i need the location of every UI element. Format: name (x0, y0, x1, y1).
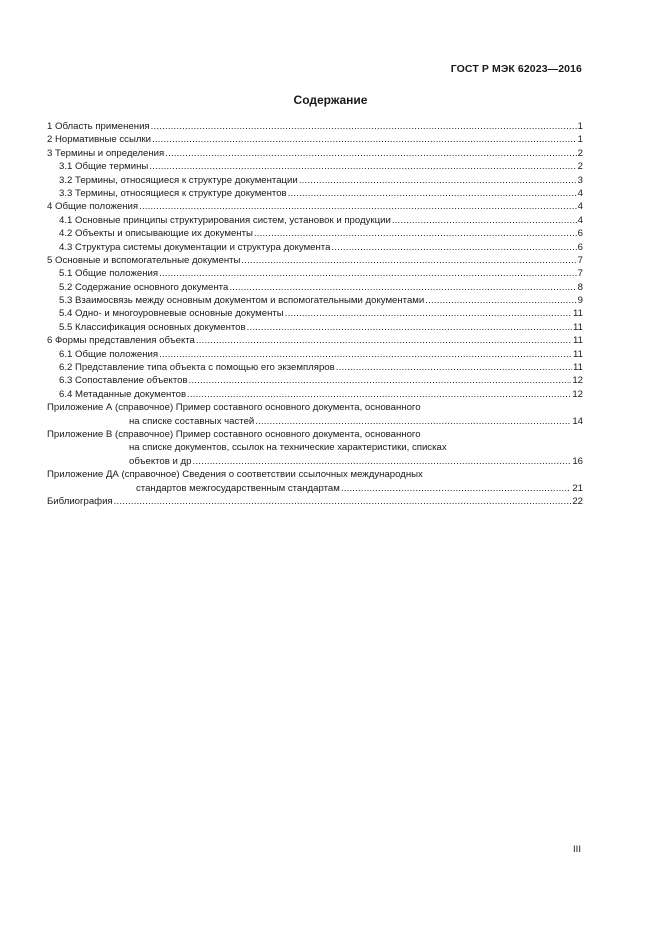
toc-entry-page: 8 (577, 281, 583, 293)
appendix-a-line2: на списке составных частей (129, 415, 255, 427)
dot-leader (159, 348, 572, 361)
toc-subentry[interactable] (47, 241, 583, 254)
dot-leader (254, 227, 577, 240)
toc-entry-title: 3.3 Термины, относящиеся к структуре документов (59, 187, 287, 199)
toc-subentry[interactable] (47, 160, 583, 173)
toc-entry-page: 11 (573, 348, 583, 360)
toc-subentry[interactable] (47, 388, 583, 401)
toc-entry-title: 5.5 Классификация основных документов (59, 321, 246, 333)
toc-entry-page: 4 (577, 201, 583, 213)
toc-entry-title: 5.3 Взаимосвязь между основным документом и вспомогательными документами (59, 295, 425, 307)
table-of-contents (47, 120, 583, 508)
page-number: III (573, 844, 581, 855)
dot-leader (425, 294, 576, 307)
dot-leader (299, 174, 577, 187)
toc-entry-page: 9 (577, 295, 583, 307)
toc-appendix-da[interactable] (47, 468, 583, 495)
toc-entry-page: 21 (572, 482, 583, 494)
toc-subentry[interactable] (47, 267, 583, 280)
toc-entry-page: 14 (572, 415, 583, 427)
toc-entry-page: 11 (573, 308, 583, 320)
appendix-b-line2: на списке документов, ссылок на технические характеристики, списках (129, 442, 447, 454)
dot-leader (152, 133, 577, 146)
toc-subentry[interactable] (47, 361, 583, 374)
dot-leader (288, 187, 577, 200)
toc-subentry[interactable] (47, 321, 583, 334)
appendix-da-line2: стандартов межгосударственным стандартам (136, 482, 340, 494)
toc-entry-page: 22 (572, 495, 583, 507)
toc-entry-title: 5.2 Содержание основного документа (59, 281, 229, 293)
toc-subentry[interactable] (47, 214, 583, 227)
toc-entry-title: 6.2 Представление типа объекта с помощью его экземпляров (59, 362, 335, 374)
toc-entry[interactable] (47, 254, 583, 267)
dot-leader (247, 321, 572, 334)
toc-subentry[interactable] (47, 187, 583, 200)
appendix-b-line3: объектов и др (129, 455, 192, 467)
appendix-da-line1: Приложение ДА (справочное) Сведения о соответствии ссылочных международных (47, 469, 423, 481)
dot-leader (139, 200, 577, 213)
dot-leader (196, 334, 572, 347)
toc-entry-page: 3 (577, 174, 583, 186)
toc-entry-title: 4 Общие положения (47, 201, 139, 213)
toc-entry-page: 2 (577, 147, 583, 159)
toc-title: Содержание (293, 93, 368, 107)
toc-entry-title: 5.4 Одно- и многоуровневые основные документы (59, 308, 284, 320)
toc-subentry[interactable] (47, 281, 583, 294)
toc-entry-page: 11 (573, 335, 583, 347)
dot-leader (193, 455, 572, 468)
toc-entry-title: 4.3 Структура системы документации и структура документа (59, 241, 331, 253)
toc-entry-page: 11 (573, 362, 583, 374)
toc-entry-title: 5.1 Общие положения (59, 268, 159, 280)
toc-entry-page: 7 (577, 254, 583, 266)
dot-leader (149, 160, 576, 173)
toc-subentry[interactable] (47, 294, 583, 307)
toc-entry-title: 6 Формы представления объекта (47, 335, 195, 347)
toc-entry-title: 3.1 Общие термины (59, 161, 149, 173)
toc-entry-page: 6 (577, 241, 583, 253)
toc-appendix-a[interactable] (47, 401, 583, 428)
toc-entry-page: 1 (577, 134, 583, 146)
dot-leader (229, 281, 576, 294)
toc-entry[interactable] (47, 120, 583, 133)
toc-entry-page: 16 (572, 455, 583, 467)
toc-entry-title: 2 Нормативные ссылки (47, 134, 152, 146)
dot-leader (285, 307, 572, 320)
appendix-a-line1: Приложение А (справочное) Пример составного основного документа, основанного (47, 402, 421, 414)
toc-entry[interactable] (47, 200, 583, 213)
dot-leader (255, 415, 571, 428)
toc-entry-title: 5 Основные и вспомогательные документы (47, 254, 241, 266)
toc-entry-title: 6.3 Сопоставление объектов (59, 375, 188, 387)
toc-entry-title: 4.1 Основные принципы структурирования систем, установок и продукции (59, 214, 391, 226)
dot-leader (165, 147, 576, 160)
toc-subentry[interactable] (47, 307, 583, 320)
toc-subentry[interactable] (47, 374, 583, 387)
toc-subentry[interactable] (47, 174, 583, 187)
toc-entry-page: 12 (572, 388, 583, 400)
dot-leader (331, 241, 576, 254)
toc-entry[interactable] (47, 133, 583, 146)
toc-entry-title: 6.4 Метаданные документов (59, 388, 187, 400)
dot-leader (187, 388, 571, 401)
toc-entry-page: 4 (577, 214, 583, 226)
toc-subentry[interactable] (47, 348, 583, 361)
toc-entry-title: 1 Область применения (47, 121, 150, 132)
toc-entry-page: 4 (577, 187, 583, 199)
dot-leader (189, 374, 572, 387)
toc-entry-page: 12 (572, 375, 583, 387)
toc-entry[interactable] (47, 147, 583, 160)
toc-entry-page: 1 (577, 121, 583, 132)
toc-entry-title: 3 Термины и определения (47, 147, 165, 159)
toc-entry-title: 6.1 Общие положения (59, 348, 159, 360)
dot-leader (241, 254, 576, 267)
toc-entry-title: 3.2 Термины, относящиеся к структуре документации (59, 174, 298, 186)
toc-entry[interactable] (47, 334, 583, 347)
toc-entry-page: 2 (577, 161, 583, 173)
toc-bibliography[interactable] (47, 495, 583, 508)
document-code: ГОСТ Р МЭК 62023—2016 (450, 63, 582, 75)
dot-leader (336, 361, 572, 374)
toc-entry-page: 6 (577, 228, 583, 240)
dot-leader (392, 214, 577, 227)
dot-leader (114, 495, 572, 508)
dot-leader (151, 120, 577, 133)
toc-appendix-b[interactable] (47, 428, 583, 468)
dot-leader (341, 482, 571, 495)
toc-entry-title: 4.2 Объекты и описывающие их документы (59, 228, 253, 240)
toc-entry-page: 7 (577, 268, 583, 280)
toc-entry-title: Библиография (47, 495, 113, 507)
toc-entry-page: 11 (573, 321, 583, 333)
appendix-b-line1: Приложение В (справочное) Пример составного основного документа, основанного (47, 428, 421, 440)
dot-leader (159, 267, 577, 280)
toc-subentry[interactable] (47, 227, 583, 240)
